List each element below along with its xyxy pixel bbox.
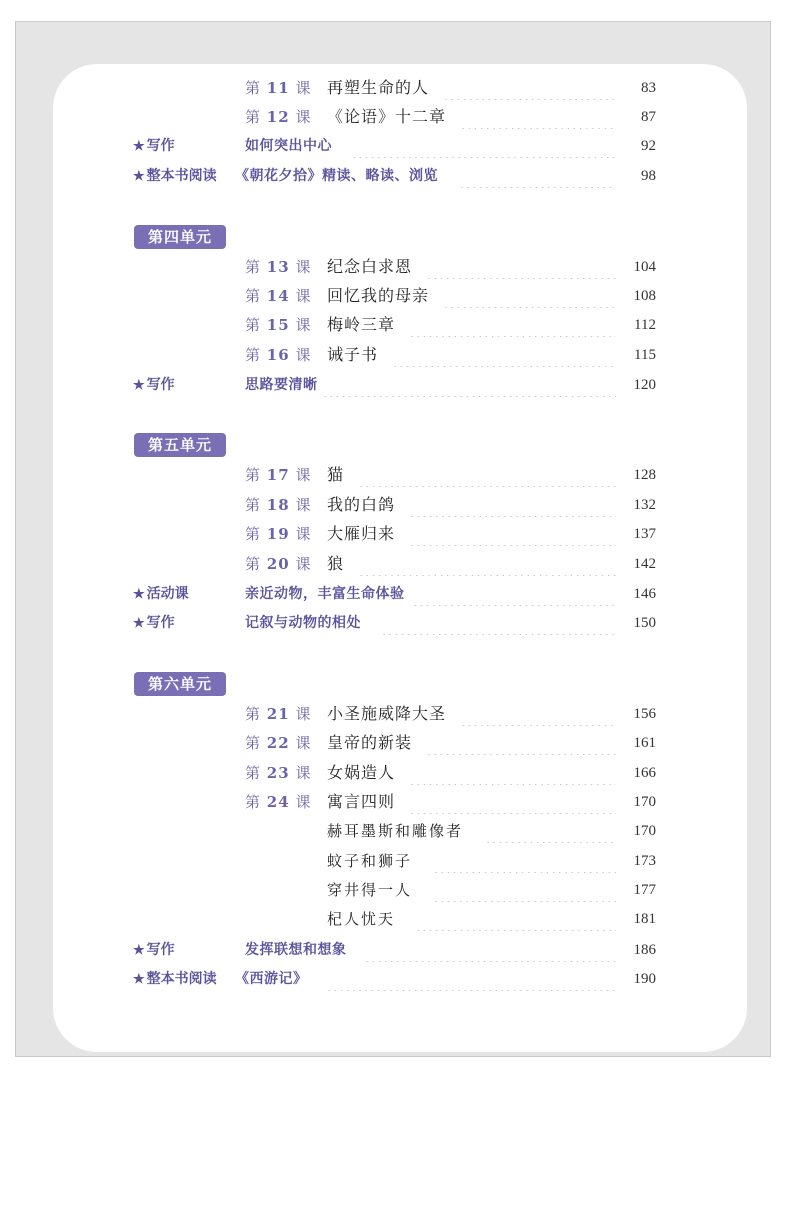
lesson-num: 24 xyxy=(266,793,290,811)
page-number: 92 xyxy=(641,138,656,154)
lesson-num: 16 xyxy=(266,346,290,364)
special-entry[interactable] xyxy=(0,134,700,158)
lesson-num: 11 xyxy=(266,79,290,97)
entry-tag xyxy=(133,611,175,636)
dot-leader xyxy=(443,76,616,100)
page-number: 137 xyxy=(633,526,656,542)
lesson-number xyxy=(245,76,311,100)
page-number: 112 xyxy=(634,317,656,333)
lesson-prefix: 第 xyxy=(245,79,262,97)
lesson-entry[interactable] xyxy=(0,255,700,279)
lesson-title: 我的白鸽 xyxy=(327,495,396,514)
lesson-prefix: 第 xyxy=(245,258,262,276)
fable-entry[interactable] xyxy=(0,819,700,843)
dot-leader xyxy=(381,611,616,635)
page-number: 170 xyxy=(633,794,656,810)
page-number: 142 xyxy=(633,556,656,572)
lesson-prefix: 第 xyxy=(245,764,262,782)
lesson-title: 纪念白求恩 xyxy=(327,257,413,276)
entry-tag-label: 整本书阅读 xyxy=(146,971,217,987)
dot-leader xyxy=(443,284,616,308)
lesson-suffix: 课 xyxy=(295,496,312,514)
lesson-entry[interactable] xyxy=(0,313,700,337)
lesson-prefix: 第 xyxy=(245,734,262,752)
lesson-prefix: 第 xyxy=(245,316,262,334)
page-number: 161 xyxy=(633,735,656,751)
dot-leader xyxy=(409,313,616,337)
fable-title: 穿井得一人 xyxy=(327,881,413,899)
lesson-number xyxy=(245,493,311,517)
entry-tag xyxy=(133,938,175,963)
lesson-suffix: 课 xyxy=(295,79,312,97)
fable-entry[interactable] xyxy=(0,849,700,873)
entry-tag xyxy=(133,967,217,992)
lesson-suffix: 课 xyxy=(295,734,312,752)
lesson-num: 14 xyxy=(266,287,290,305)
lesson-suffix: 课 xyxy=(295,346,312,364)
lesson-num: 15 xyxy=(266,316,290,334)
page-number: 108 xyxy=(633,288,656,304)
lesson-suffix: 课 xyxy=(295,466,312,484)
page-number: 104 xyxy=(633,259,656,275)
lesson-num: 12 xyxy=(266,108,290,126)
special-entry[interactable] xyxy=(0,373,700,397)
lesson-suffix: 课 xyxy=(295,258,312,276)
page-number: 150 xyxy=(633,615,656,631)
lesson-num: 17 xyxy=(266,466,290,484)
lesson-entry[interactable] xyxy=(0,76,700,100)
page-number: 156 xyxy=(633,706,656,722)
dot-leader xyxy=(364,938,616,962)
lesson-title: 再塑生命的人 xyxy=(327,78,430,97)
lesson-number xyxy=(245,790,311,814)
lesson-entry[interactable] xyxy=(0,790,700,814)
entry-tag xyxy=(133,134,175,159)
entry-title: 《西游记》 xyxy=(235,971,308,987)
fable-entry[interactable] xyxy=(0,878,700,902)
entry-title: 如何突出中心 xyxy=(245,138,332,154)
lesson-title: 女娲造人 xyxy=(327,763,396,782)
lesson-number xyxy=(245,313,311,337)
lesson-num: 23 xyxy=(266,764,290,782)
star-icon: ★ xyxy=(133,943,145,958)
lesson-prefix: 第 xyxy=(245,287,262,305)
lesson-suffix: 课 xyxy=(295,793,312,811)
page-number: 190 xyxy=(633,971,656,987)
lesson-entry[interactable] xyxy=(0,731,700,755)
dot-leader xyxy=(392,343,616,367)
dot-leader xyxy=(412,582,616,606)
lesson-entry[interactable] xyxy=(0,343,700,367)
dot-leader xyxy=(409,790,616,814)
entry-title: 《朝花夕拾》精读、略读、浏览 xyxy=(235,168,438,184)
special-entry[interactable] xyxy=(0,582,700,606)
page-number: 115 xyxy=(634,347,656,363)
dot-leader xyxy=(460,702,616,726)
star-icon: ★ xyxy=(133,616,145,631)
entry-tag-label: 整本书阅读 xyxy=(146,168,217,184)
entry-tag xyxy=(133,373,175,398)
star-icon: ★ xyxy=(133,378,145,393)
lesson-entry[interactable] xyxy=(0,552,700,576)
special-entry[interactable] xyxy=(0,164,700,188)
lesson-title: 狼 xyxy=(327,554,345,573)
lesson-number xyxy=(245,522,311,546)
page-number: 181 xyxy=(633,911,656,927)
dot-leader xyxy=(409,522,616,546)
lesson-entry[interactable] xyxy=(0,702,700,726)
lesson-prefix: 第 xyxy=(245,346,262,364)
dot-leader xyxy=(409,761,616,785)
lesson-prefix: 第 xyxy=(245,525,262,543)
entry-tag xyxy=(133,582,189,607)
lesson-num: 18 xyxy=(266,496,290,514)
dot-leader xyxy=(358,463,616,487)
entry-title: 思路要清晰 xyxy=(245,377,318,393)
entry-tag-label: 活动课 xyxy=(146,586,189,602)
lesson-number xyxy=(245,702,311,726)
lesson-number xyxy=(245,731,311,755)
lesson-number xyxy=(245,343,311,367)
lesson-suffix: 课 xyxy=(295,316,312,334)
page-number: 120 xyxy=(633,377,656,393)
lesson-suffix: 课 xyxy=(295,287,312,305)
dot-leader xyxy=(426,255,616,279)
lesson-entry[interactable] xyxy=(0,284,700,308)
lesson-num: 13 xyxy=(266,258,290,276)
lesson-suffix: 课 xyxy=(295,705,312,723)
dot-leader xyxy=(433,849,617,873)
lesson-number xyxy=(245,761,311,785)
dot-leader xyxy=(326,967,616,991)
dot-leader xyxy=(415,907,616,931)
lesson-title: 《论语》十二章 xyxy=(327,107,447,126)
lesson-prefix: 第 xyxy=(245,108,262,126)
lesson-title: 诫子书 xyxy=(327,345,379,364)
dot-leader xyxy=(358,552,616,576)
lesson-entry[interactable] xyxy=(0,105,700,129)
page-number: 132 xyxy=(633,497,656,513)
lesson-entry[interactable] xyxy=(0,522,700,546)
page-number: 83 xyxy=(641,80,656,96)
lesson-title: 皇帝的新装 xyxy=(327,733,413,752)
lesson-prefix: 第 xyxy=(245,555,262,573)
lesson-title: 大雁归来 xyxy=(327,524,396,543)
lesson-prefix: 第 xyxy=(245,496,262,514)
lesson-title: 猫 xyxy=(327,465,345,484)
lesson-prefix: 第 xyxy=(245,466,262,484)
dot-leader xyxy=(459,164,616,188)
dot-leader xyxy=(433,878,617,902)
lesson-entry[interactable] xyxy=(0,463,700,487)
page-number: 177 xyxy=(633,882,656,898)
lesson-title: 小圣施威降大圣 xyxy=(327,704,447,723)
page-number: 128 xyxy=(633,467,656,483)
page-number: 98 xyxy=(641,168,656,184)
star-icon: ★ xyxy=(133,169,145,184)
entry-tag-label: 写作 xyxy=(146,138,175,154)
entry-tag-label: 写作 xyxy=(146,377,175,393)
entry-tag xyxy=(133,164,217,189)
dot-leader xyxy=(460,105,616,129)
dot-leader xyxy=(426,731,616,755)
page-number: 170 xyxy=(633,823,656,839)
lesson-prefix: 第 xyxy=(245,705,262,723)
page-number: 173 xyxy=(633,853,656,869)
lesson-entry[interactable] xyxy=(0,493,700,517)
page-number: 166 xyxy=(633,765,656,781)
fable-title: 杞人忧天 xyxy=(327,910,396,928)
fable-title: 蚊子和狮子 xyxy=(327,852,413,870)
unit-badge: 第六单元 xyxy=(134,672,226,696)
lesson-number xyxy=(245,552,311,576)
entry-title: 记叙与动物的相处 xyxy=(245,615,361,631)
page-number: 87 xyxy=(641,109,656,125)
unit-badge: 第四单元 xyxy=(134,225,226,249)
entry-title: 发挥联想和想象 xyxy=(245,942,347,958)
lesson-number xyxy=(245,105,311,129)
lesson-number xyxy=(245,255,311,279)
lesson-suffix: 课 xyxy=(295,764,312,782)
star-icon: ★ xyxy=(133,587,145,602)
lesson-num: 22 xyxy=(266,734,290,752)
entry-title: 亲近动物，丰富生命体验 xyxy=(245,586,405,602)
star-icon: ★ xyxy=(133,972,145,987)
star-icon: ★ xyxy=(133,139,145,154)
lesson-suffix: 课 xyxy=(295,525,312,543)
dot-leader xyxy=(322,373,616,397)
lesson-num: 21 xyxy=(266,705,290,723)
lesson-num: 20 xyxy=(266,555,290,573)
lesson-prefix: 第 xyxy=(245,793,262,811)
lesson-title: 梅岭三章 xyxy=(327,315,396,334)
lesson-title: 回忆我的母亲 xyxy=(327,286,430,305)
special-entry[interactable] xyxy=(0,611,700,635)
lesson-entry[interactable] xyxy=(0,761,700,785)
page-number: 186 xyxy=(633,942,656,958)
lesson-suffix: 课 xyxy=(295,108,312,126)
lesson-num: 19 xyxy=(266,525,290,543)
dot-leader xyxy=(351,134,616,158)
entry-tag-label: 写作 xyxy=(146,615,175,631)
fable-title: 赫耳墨斯和雕像者 xyxy=(327,822,464,840)
lesson-number xyxy=(245,284,311,308)
lesson-title: 寓言四则 xyxy=(327,792,396,811)
unit-badge: 第五单元 xyxy=(134,433,226,457)
entry-tag-label: 写作 xyxy=(146,942,175,958)
dot-leader xyxy=(485,819,616,843)
lesson-suffix: 课 xyxy=(295,555,312,573)
special-entry[interactable] xyxy=(0,967,700,991)
dot-leader xyxy=(409,493,616,517)
page-number: 146 xyxy=(633,586,656,602)
lesson-number xyxy=(245,463,311,487)
fable-entry[interactable] xyxy=(0,907,700,931)
special-entry[interactable] xyxy=(0,938,700,962)
